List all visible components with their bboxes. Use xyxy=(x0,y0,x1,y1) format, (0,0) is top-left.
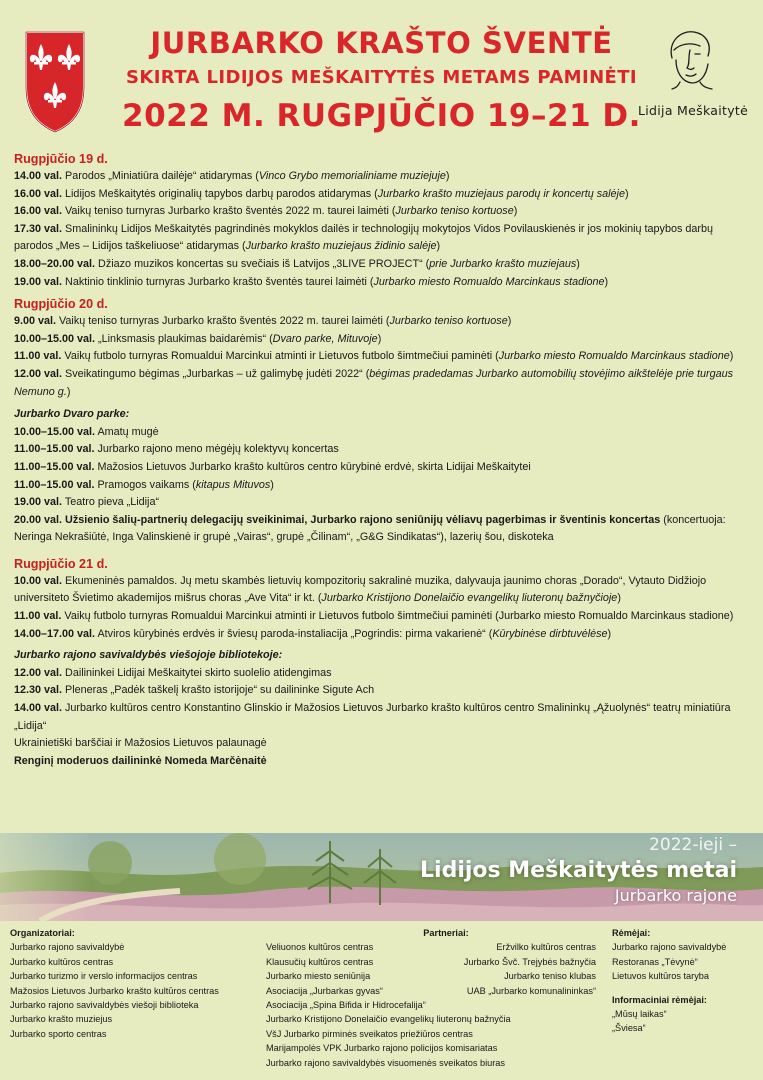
event-tail: ) xyxy=(617,592,621,605)
event-time: 14.00–17.00 val. xyxy=(14,627,96,640)
event-item xyxy=(14,477,750,495)
venue-heading: Jurbarko Dvaro parke: xyxy=(14,408,130,421)
event-time: 12.30 val. xyxy=(14,684,63,697)
partner-item: Jurbarko Švč. Trejybės bažnyčia xyxy=(463,956,596,967)
event-tail: ) xyxy=(66,385,71,398)
event-place: Vinco Grybo memorialiniame muziejuje xyxy=(258,170,446,182)
organizer-item: Jurbarko turizmo ir verslo informacijos centras xyxy=(10,971,198,982)
sponsors-heading: Rėmėjai: xyxy=(612,928,651,938)
event-text: Naktinio tinklinio turnyras Jurbarko krašto šventės taurei laimėti ( xyxy=(62,275,374,288)
event-text: Parodos „Miniatiūra dailėje“ atidarymas ( xyxy=(62,170,259,182)
event-item xyxy=(14,274,750,292)
event-place: Dvaro parke, Mituvoje xyxy=(272,332,378,345)
event-tail: ) xyxy=(729,350,734,363)
organizer-item: Jurbarko rajono savivaldybė xyxy=(10,942,125,953)
event-place: Jurbarko krašto muziejaus židinio salėje xyxy=(245,240,437,253)
partner-item: VšJ Jurbarko pirminės sveikatos priežiūros centras xyxy=(266,1028,473,1039)
event-item xyxy=(14,459,750,477)
partner-item: Asociacija „Spina Bifida ir Hidrocefalija“ xyxy=(266,1000,426,1011)
event-text: Jurbarko rajono meno mėgėjų kolektyvų koncertas xyxy=(94,443,339,456)
event-tail: ) xyxy=(445,170,450,182)
event-text: Jurbarko kultūros centro Konstantino Glinskio ir Mažosios Lietuvos Jurbarko krašto kultūros centro Smalininkų „Ąžuolynės“ teatrų miniatiūra „Lidija“ xyxy=(14,702,731,732)
event-item xyxy=(14,424,750,442)
event-item xyxy=(14,626,750,644)
event-place: bėgimas pradedamas Jurbarko automobilių stovėjimo aikštelėje prie turgaus Nemuno g. xyxy=(14,367,733,398)
event-tail: ) xyxy=(270,478,274,491)
media-sponsors-heading: Informaciniai rėmėjai: xyxy=(612,994,707,1005)
spacer xyxy=(612,984,757,993)
partners-column xyxy=(266,926,596,1070)
partner-item: Jurbarko miesto seniūnija xyxy=(266,971,371,982)
event-item xyxy=(14,256,750,274)
year-banner xyxy=(0,833,763,921)
event-tail: ) xyxy=(607,627,612,640)
event-item xyxy=(14,608,750,626)
banner-year: 2022-ieji – xyxy=(649,835,737,855)
event-item xyxy=(14,573,750,608)
banner-region: Jurbarko rajone xyxy=(614,886,737,905)
event-item xyxy=(14,441,750,459)
event-item xyxy=(14,366,750,401)
partner-item: Jurbarko teniso klubas xyxy=(504,971,596,982)
event-place: prie Jurbarko krašto muziejaus xyxy=(429,257,577,270)
poster-subtitle: SKIRTA LIDIJOS MEŠKAITYTĖS METAMS PAMINĖTI xyxy=(125,67,638,88)
event-program xyxy=(14,150,750,770)
day-heading: Rugpjūčio 19 d. xyxy=(14,152,108,166)
event-time: 12.00 val. xyxy=(14,666,63,679)
event-time: 11.00 val. xyxy=(14,350,62,363)
event-time: 17.30 val. xyxy=(14,222,63,235)
organizers-heading: Organizatoriai: xyxy=(10,928,75,938)
partners-heading: Partneriai: xyxy=(423,928,469,938)
partner-row xyxy=(266,940,596,954)
organizers-column xyxy=(10,926,250,1041)
event-time: 10.00–15.00 val. xyxy=(14,332,96,345)
partner-item: Asociacija „Jurbarkas gyvas“ xyxy=(266,985,383,996)
event-text: „Linksmasis plaukimas baidarėmis“ ( xyxy=(95,332,273,345)
event-text: Dailininkei Lidijai Meškaitytei skirto suolelio atidengimas xyxy=(62,666,332,679)
event-place: Jurbarko Kristijono Donelaičio evangelikų liuteronų bažnyčioje xyxy=(321,592,618,605)
event-time: 16.00 val. xyxy=(14,187,63,200)
event-place: Jurbarko miesto Romualdo Marcinkaus stadione xyxy=(498,350,730,363)
event-text: Atviros kūrybinės erdvės ir šviesų paroda-instaliacija „Pogrindis: pirma vakarienė“ ( xyxy=(95,627,493,640)
event-place: Kūrybinėse dirbtuvėlėse xyxy=(492,627,608,640)
event-text: Amatų mugė xyxy=(95,425,159,438)
event-time: 11.00–15.00 val. xyxy=(14,478,95,491)
media-sponsor-item: „Šviesa“ xyxy=(612,1023,646,1034)
event-text: Vaikų teniso turnyras Jurbarko krašto šventės 2022 m. taurei laimėti ( xyxy=(62,205,396,218)
event-item xyxy=(14,186,750,204)
event-text: Smalininkų Lidijos Meškaitytės pagrindinės mokyklos dailės ir technologijų mokytojos Vidos Povilauskienės ir jos mokinių tapybos darbų parodos „Mes – Lidijos taškeliuose“ atidarymas ( xyxy=(14,222,713,253)
day-heading: Rugpjūčio 21 d. xyxy=(14,556,108,571)
event-item xyxy=(14,221,750,256)
partner-row xyxy=(266,955,596,969)
event-time: 16.00 val. xyxy=(14,205,63,218)
event-text: Vaikų futbolo turnyras Romualdui Marcinkui atminti ir Lietuvos futbolo šimtmečiui paminėti (Jurbarko miesto Romualdo Marcinkaus stadione) xyxy=(61,610,734,623)
event-time: 9.00 val. xyxy=(14,315,57,328)
sponsor-item: Restoranas „Tėvynė“ xyxy=(612,956,698,967)
event-text: Ekumeninės pamaldos. Jų metu skambės lietuvių kompozitorių sakralinė muzika, dalyvauja jaunimo choras „Dorado“, Vytauto Didžiojo universiteto Švietimo akademijos mišrus choras „Ave Vita“ ir kt. ( xyxy=(14,574,707,605)
event-item xyxy=(14,203,750,221)
event-text: Vaikų teniso turnyras Jurbarko krašto šventės 2022 m. taurei laimėti ( xyxy=(56,315,390,328)
event-time: 12.00 val. xyxy=(14,367,63,380)
partner-item: Veliuonos kultūros centras xyxy=(266,942,374,953)
event-time: 11.00 val. xyxy=(14,610,62,623)
concert-details: (koncertuoja: Neringa Nekrašiūtė, Inga Valinskienė ir grupė „Vairas“, grupė „Čilinam“, „G&G Sindikatas“), lazerių šou, diskoteka xyxy=(14,513,726,544)
event-item xyxy=(14,168,750,186)
event-place: kitapus Mituvos xyxy=(195,478,271,491)
event-time: 19.00 val. xyxy=(14,275,63,288)
partner-row xyxy=(266,969,596,983)
poster-header xyxy=(0,0,763,150)
venue-heading: Jurbarko rajono savivaldybės viešojoje bibliotekoje: xyxy=(14,649,283,662)
organizer-item: Jurbarko kultūros centras xyxy=(10,956,114,967)
sponsors-column xyxy=(612,926,757,1036)
partner-item: UAB „Jurbarko komunalininkas“ xyxy=(466,985,596,996)
organizer-item: Mažosios Lietuvos Jurbarko krašto kultūros centras xyxy=(10,985,219,996)
event-tail: ) xyxy=(576,257,580,270)
event-place: Jurbarko krašto muziejaus parodų ir koncertų salėje xyxy=(377,187,625,200)
concert-lead: 20.00 val. Užsienio šalių-partnerių delegacijų sveikinimai, Jurbarko rajono seniūnijų vėliavų pagerbimas ir šventinis koncertas xyxy=(14,513,661,526)
event-text: Lidijos Meškaitytės originalių tapybos darbų parodos atidarymas ( xyxy=(62,187,378,200)
event-time: 19.00 val. xyxy=(14,496,63,509)
moderator-note: Renginį moderuos dailininkė Nomeda Marčėnaitė xyxy=(14,754,267,767)
event-text: Pramogos vaikams ( xyxy=(94,478,196,491)
portrait-caption: Lidija Meškaitytė xyxy=(638,103,749,118)
event-time: 10.00–15.00 val. xyxy=(14,425,96,438)
partner-item: Jurbarko Kristijono Donelaičio evangelikų liuteronų bažnyčia xyxy=(266,1014,511,1025)
event-item xyxy=(14,494,750,512)
event-text: Mažosios Lietuvos Jurbarko krašto kultūros centro kūrybinė erdvė, skirta Lidijai Meškaitytei xyxy=(94,460,531,473)
event-place: Jurbarko teniso kortuose xyxy=(389,315,508,328)
portrait-sketch-icon xyxy=(660,28,720,90)
organizer-item: Jurbarko krašto muziejus xyxy=(10,1014,113,1025)
event-note: Ukrainietiški barščiai ir Mažosios Lietuvos palaunagė xyxy=(14,737,267,750)
event-item xyxy=(14,512,750,547)
event-time: 10.00 val. xyxy=(14,574,63,587)
event-time: 11.00–15.00 val. xyxy=(14,443,95,456)
sponsor-item: Lietuvos kultūros taryba xyxy=(612,971,710,982)
organizer-item: Jurbarko sporto centras xyxy=(10,1028,107,1039)
poster-title: JURBARKO KRAŠTO ŠVENTĖ xyxy=(150,26,613,60)
media-sponsor-item: „Mūsų laikas“ xyxy=(612,1009,667,1020)
partner-row xyxy=(266,984,596,998)
event-text: Sveikatingumo bėgimas „Jurbarkas – už galimybę judėti 2022“ ( xyxy=(62,367,370,380)
event-tail: ) xyxy=(436,240,441,253)
event-item xyxy=(14,331,750,349)
event-time: 14.00 val. xyxy=(14,170,63,182)
event-item xyxy=(14,348,750,366)
event-tail: ) xyxy=(604,275,609,288)
event-text: Vaikų futbolo turnyras Romualdui Marcinkui atminti ir Lietuvos futbolo šimtmečiui paminėti ( xyxy=(61,350,499,363)
event-place: Jurbarko teniso kortuose xyxy=(395,205,514,218)
partner-item: Marijampolės VPK Jurbarko rajono policijos komisariatas xyxy=(266,1043,498,1054)
event-item xyxy=(14,700,750,735)
organizer-item: Jurbarko rajono savivaldybės viešoji biblioteka xyxy=(10,1000,199,1011)
event-item xyxy=(14,665,750,683)
event-time: 14.00 val. xyxy=(14,702,63,715)
event-item xyxy=(14,682,750,700)
poster-dates: 2022 M. RUGPJŪČIO 19–21 D. xyxy=(122,98,641,134)
partner-item: Klausučių kultūros centras xyxy=(266,956,374,967)
sponsor-item: Jurbarko rajono savivaldybė xyxy=(612,942,727,953)
event-time: 11.00–15.00 val. xyxy=(14,460,95,473)
banner-title: Lidijos Meškaitytės metai xyxy=(420,858,737,883)
event-text: Pleneras „Padėk taškelį krašto istorijoje“ su dailininke Sigute Ach xyxy=(62,684,375,697)
partner-item: Jurbarko rajono savivaldybės visuomenės sveikatos biuras xyxy=(266,1057,505,1068)
event-text: Džiazo muzikos koncertas su svečiais iš Latvijos „3LIVE PROJECT“ ( xyxy=(95,257,430,270)
event-time: 18.00–20.00 val. xyxy=(14,257,96,270)
event-place: Jurbarko miesto Romualdo Marcinkaus stadione xyxy=(373,275,605,288)
partner-item: Eržvilko kultūros centras xyxy=(496,942,596,953)
day-heading: Rugpjūčio 20 d. xyxy=(14,297,108,312)
event-tail: ) xyxy=(513,205,518,218)
event-text: Teatro pieva „Lidija“ xyxy=(62,496,160,509)
event-tail: ) xyxy=(624,187,629,200)
event-tail: ) xyxy=(377,332,382,345)
event-tail: ) xyxy=(507,315,512,328)
event-item xyxy=(14,313,750,331)
